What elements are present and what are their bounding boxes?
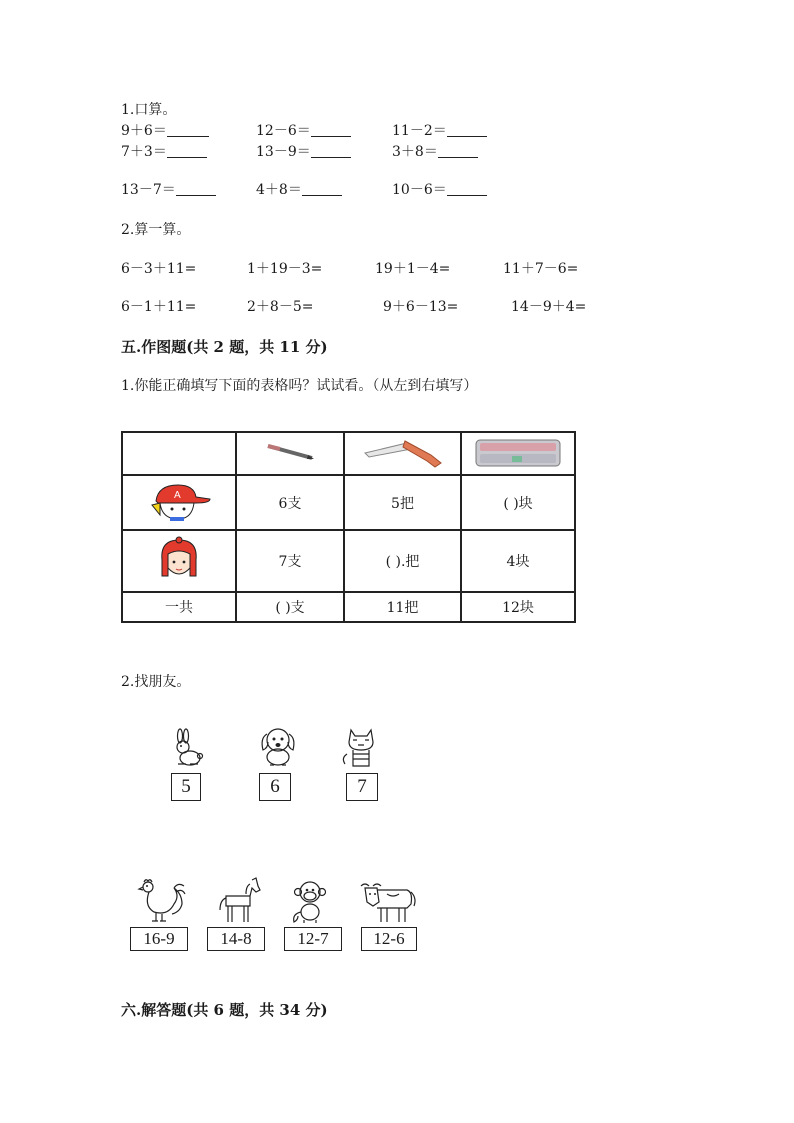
equation-box[interactable]: 12-6 bbox=[361, 927, 417, 951]
table-total-row bbox=[122, 592, 575, 622]
folding-knife-icon bbox=[361, 435, 445, 469]
table-row bbox=[122, 475, 575, 530]
cow-icon bbox=[359, 880, 417, 924]
answer-cell[interactable]: ( )支 bbox=[236, 592, 344, 622]
boy-with-cap-icon bbox=[146, 481, 212, 521]
pencil-icon bbox=[264, 442, 316, 462]
boy-cell bbox=[122, 475, 236, 530]
q1-title: 1.口算。 bbox=[121, 102, 177, 118]
girl-cell bbox=[122, 530, 236, 592]
table-row bbox=[122, 530, 575, 592]
q1-item: 13－7＝ bbox=[121, 179, 216, 199]
q2-item: 11＋7－6= bbox=[503, 261, 579, 277]
q2-item: 6－3＋11= bbox=[121, 261, 197, 277]
q1-item: 11－2＝ bbox=[392, 120, 487, 140]
girl-face-icon bbox=[156, 536, 202, 582]
number-box[interactable]: 5 bbox=[171, 773, 201, 801]
table-header-row bbox=[122, 432, 575, 475]
svg-text:A: A bbox=[174, 489, 181, 501]
q2-item: 19＋1－4= bbox=[375, 261, 451, 277]
rooster-icon bbox=[134, 876, 186, 924]
knife-cell bbox=[344, 432, 461, 475]
q2-title: 2.算一算。 bbox=[121, 222, 191, 238]
table-cell: 6支 bbox=[236, 475, 344, 530]
q1-item: 12－6＝ bbox=[256, 120, 351, 140]
q1-item: 4＋8＝ bbox=[256, 179, 342, 199]
total-label: 一共 bbox=[122, 592, 236, 622]
equation-box[interactable]: 16-9 bbox=[130, 927, 188, 951]
answer-cell[interactable]: ( )块 bbox=[461, 475, 575, 530]
q2-item: 1＋19－3= bbox=[247, 261, 323, 277]
pencil-box-icon bbox=[474, 436, 562, 468]
monkey-icon bbox=[286, 880, 330, 924]
table-corner-cell bbox=[122, 432, 236, 475]
table-cell: 4块 bbox=[461, 530, 575, 592]
section6-title: 六.解答题(共 6 题，共 34 分) bbox=[121, 1001, 328, 1019]
q2-item: 9＋6－13= bbox=[383, 299, 459, 315]
s5-q2-text: 2.找朋友。 bbox=[121, 674, 191, 690]
q2-item: 14－9＋4= bbox=[511, 299, 587, 315]
q1-item: 7＋3＝ bbox=[121, 141, 207, 161]
rabbit-icon bbox=[166, 728, 206, 768]
number-box[interactable]: 6 bbox=[259, 773, 291, 801]
pencil-box-cell bbox=[461, 432, 575, 475]
pencil-cell bbox=[236, 432, 344, 475]
table-cell: 11把 bbox=[344, 592, 461, 622]
q1-item: 13－9＝ bbox=[256, 141, 351, 161]
fill-table bbox=[121, 431, 576, 623]
q1-item: 9＋6＝ bbox=[121, 120, 209, 140]
q2-item: 6－1＋11= bbox=[121, 299, 197, 315]
s5-q1-text: 1.你能正确填写下面的表格吗？试试看。（从左到右填写） bbox=[121, 378, 478, 394]
q2-item: 2＋8－5= bbox=[247, 299, 314, 315]
equation-box[interactable]: 12-7 bbox=[284, 927, 342, 951]
number-box[interactable]: 7 bbox=[346, 773, 378, 801]
equation-box[interactable]: 14-8 bbox=[207, 927, 265, 951]
cat-icon bbox=[339, 724, 383, 770]
table-cell: 7支 bbox=[236, 530, 344, 592]
dog-icon bbox=[256, 724, 300, 768]
table-cell: 5把 bbox=[344, 475, 461, 530]
section5-title: 五.作图题(共 2 题，共 11 分) bbox=[121, 338, 328, 356]
q1-item: 3＋8＝ bbox=[392, 141, 478, 161]
answer-cell[interactable]: ( ).把 bbox=[344, 530, 461, 592]
horse-icon bbox=[216, 876, 264, 924]
table-cell: 12块 bbox=[461, 592, 575, 622]
q1-item: 10－6＝ bbox=[392, 179, 487, 199]
